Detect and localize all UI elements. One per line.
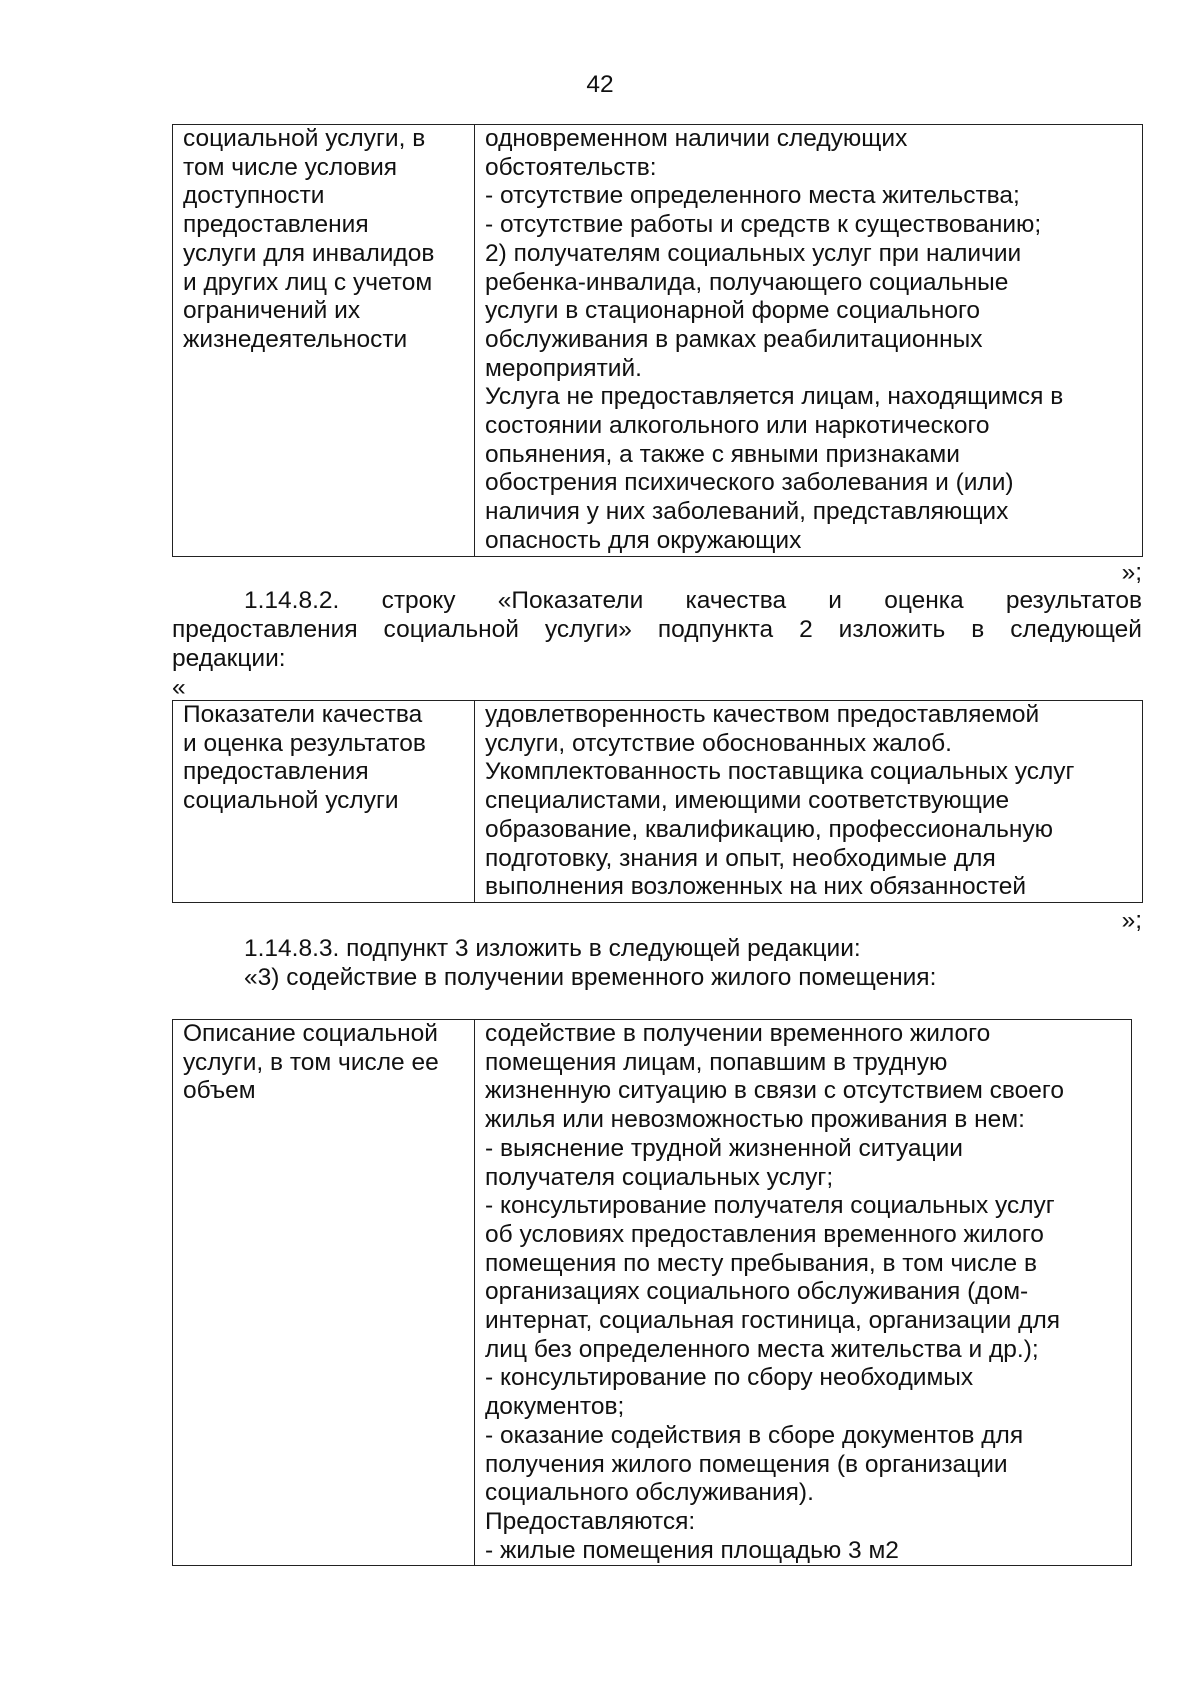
table-row <box>173 701 1143 903</box>
text-line: интернат, социальная гостиница, организации для <box>485 1307 1061 1335</box>
text-line: специалистами, имеющими соответствующие <box>485 787 1010 815</box>
table-row <box>173 1020 1132 1566</box>
table-row <box>173 125 1143 557</box>
text-line: опьянения, а также с явными признаками <box>485 440 960 468</box>
text-line: выполнения возложенных на них обязанностей <box>485 873 1027 901</box>
text-line: получателя социальных услуг; <box>485 1163 834 1191</box>
text-line: и других лиц с учетом <box>183 268 433 296</box>
text-line: услуги для инвалидов <box>183 239 435 267</box>
paragraph-1-14-8-3: 1.14.8.3. подпункт 3 изложить в следующей редакции: <box>244 935 861 962</box>
table-cell-right <box>475 125 1143 557</box>
text-line: лиц без определенного места жительства и др.); <box>485 1335 1039 1363</box>
table-cell-left <box>173 1020 475 1566</box>
text-line: - консультирование получателя социальных услуг <box>485 1192 1055 1220</box>
closing-quote: »; <box>1121 907 1142 934</box>
text-line: документов; <box>485 1393 625 1421</box>
text-line: обслуживания в рамках реабилитационных <box>485 325 983 353</box>
text-line: - отсутствие работы и средств к существованию; <box>485 211 1042 239</box>
closing-quote: »; <box>1121 559 1142 586</box>
text-line: - отсутствие определенного места жительства; <box>485 182 1020 210</box>
text-line: 2) получателям социальных услуг при наличии <box>485 239 1022 267</box>
text-line: одновременном наличии следующих <box>485 125 908 152</box>
text-line: Укомплектованность поставщика социальных услуг <box>485 758 1075 786</box>
text-line: и оценка результатов <box>183 729 426 757</box>
text-line: жизнедеятельности <box>183 325 408 353</box>
text-line: объем <box>183 1077 256 1105</box>
text-line: социальной услуги <box>183 787 399 815</box>
text-line: образование, квалификацию, профессиональную <box>485 815 1054 843</box>
text-line: доступности <box>183 182 325 210</box>
text-line: Предоставляются: <box>485 1507 696 1535</box>
text-line: подготовку, знания и опыт, необходимые для <box>485 844 996 872</box>
table-quality-indicators <box>172 700 1143 903</box>
opening-quote: « <box>172 674 186 701</box>
text-line: том числе условия <box>183 153 398 181</box>
text-line: услуги, в том числе ее <box>183 1048 439 1076</box>
text-line: - жилые помещения площадью 3 м2 <box>485 1536 899 1564</box>
table-accessibility-conditions <box>172 124 1143 557</box>
paragraph-subitem-3: «3) содействие в получении временного жилого помещения: <box>244 964 937 991</box>
paragraph-1-14-8-2-line-1: 1.14.8.2. строку «Показатели качества и оценка результатов <box>244 587 1142 614</box>
text-line: Описание социальной <box>183 1020 438 1047</box>
text-line: - консультирование по сбору необходимых <box>485 1364 974 1392</box>
text-line: Показатели качества <box>183 701 423 728</box>
text-line: социального обслуживания). <box>485 1479 814 1507</box>
table-cell-left <box>173 125 475 557</box>
table-cell-left <box>173 701 475 903</box>
text-line: ограничений их <box>183 297 361 325</box>
text-line: помещения лицам, попавшим в трудную <box>485 1048 948 1076</box>
table-cell-right <box>475 701 1143 903</box>
text-line: - оказание содействия в сборе документов для <box>485 1421 1024 1449</box>
text-line: организациях социального обслуживания (дом- <box>485 1278 1029 1306</box>
text-line: содействие в получении временного жилого <box>485 1020 991 1047</box>
page-number: 42 <box>586 71 614 98</box>
text-line: помещения по месту пребывания, в том числе в <box>485 1249 1037 1277</box>
text-line: предоставления <box>183 211 369 239</box>
text-line: об условиях предоставления временного жилого <box>485 1220 1044 1248</box>
table-cell-right <box>475 1020 1132 1566</box>
paragraph-1-14-8-2-line-2: предоставления социальной услуги» подпункта 2 изложить в следующей <box>172 616 1142 643</box>
table-service-description <box>172 1019 1132 1566</box>
text-line: услуги в стационарной форме социального <box>485 297 981 325</box>
text-line: предоставления <box>183 758 369 786</box>
text-line: Услуга не предоставляется лицам, находящимся в <box>485 383 1064 411</box>
text-line: - выяснение трудной жизненной ситуации <box>485 1134 963 1162</box>
text-line: состоянии алкогольного или наркотического <box>485 412 990 440</box>
paragraph-1-14-8-2-line-3: редакции: <box>172 645 286 672</box>
text-line: обострения психического заболевания и (или) <box>485 469 1014 497</box>
text-line: опасность для окружающих <box>485 526 802 554</box>
text-line: жилья или невозможностью проживания в нем: <box>485 1106 1025 1134</box>
text-line: жизненную ситуацию в связи с отсутствием своего <box>485 1077 1064 1105</box>
text-line: удовлетворенность качеством предоставляемой <box>485 701 1040 728</box>
text-line: ребенка-инвалида, получающего социальные <box>485 268 1009 296</box>
text-line: мероприятий. <box>485 354 642 382</box>
text-line: социальной услуги, в <box>183 125 426 152</box>
text-line: обстоятельств: <box>485 153 657 181</box>
text-line: получения жилого помещения (в организации <box>485 1450 1008 1478</box>
text-line: наличия у них заболеваний, представляющих <box>485 498 1009 526</box>
text-line: услуги, отсутствие обоснованных жалоб. <box>485 729 952 757</box>
